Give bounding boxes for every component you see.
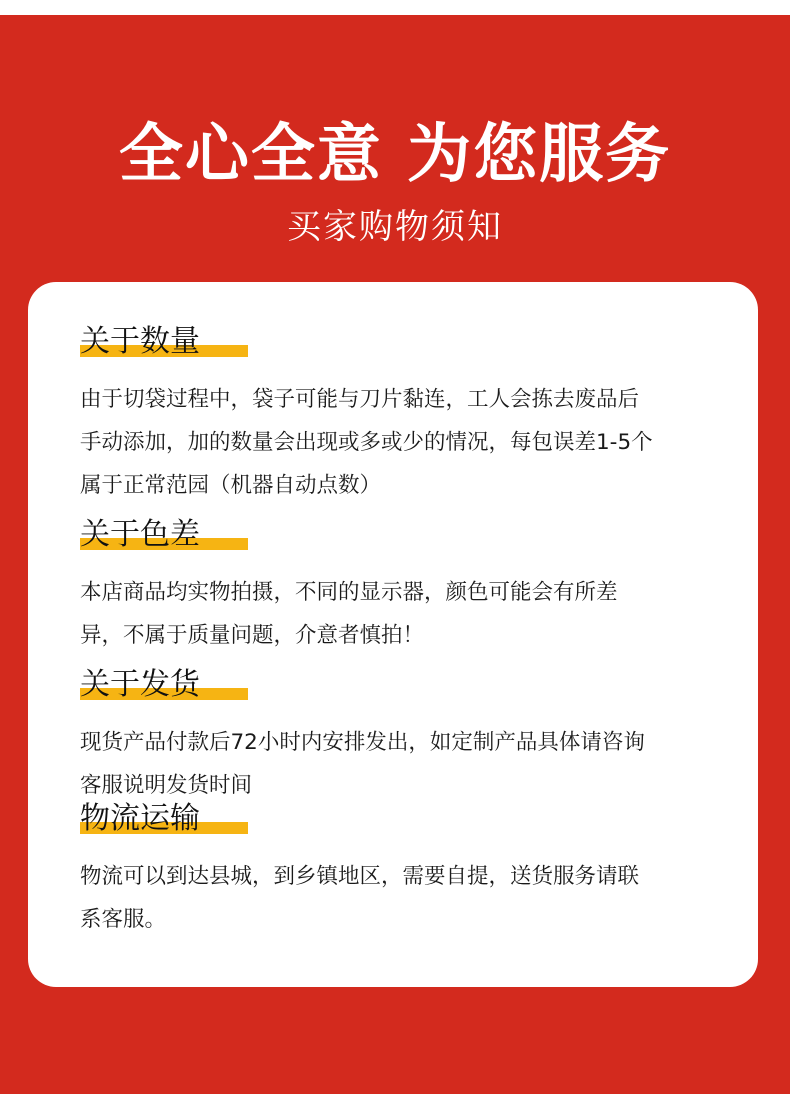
page-subtitle: 买家购物须知 <box>287 207 503 247</box>
section-body <box>80 721 730 807</box>
section-body <box>80 855 730 941</box>
poster-background <box>0 15 790 1094</box>
body-line: 客服说明发货时间 <box>80 773 253 798</box>
section-title <box>80 322 250 366</box>
body-line: 手动添加，加的数量会出现或多或少的情况，每包误差1-5个 <box>80 430 653 455</box>
body-line: 异，不属于质量问题，介意者慎拍！ <box>80 623 425 648</box>
section-color-difference <box>80 515 730 657</box>
body-line: 现货产品付款后72小时内安排发出，如定制产品具体请咨询 <box>80 730 645 755</box>
section-logistics <box>80 799 730 941</box>
section-title-text: 关于色差 <box>80 517 200 552</box>
section-quantity <box>80 322 730 507</box>
section-body <box>80 378 730 507</box>
body-line: 系客服。 <box>80 907 167 932</box>
body-line: 本店商品均实物拍摄，不同的显示器，颜色可能会有所差 <box>80 580 618 605</box>
body-line: 物流可以到达县城，到乡镇地区，需要自提，送货服务请联 <box>80 864 640 889</box>
section-title <box>80 799 250 843</box>
section-title <box>80 665 250 709</box>
section-title-text: 关于发货 <box>80 667 200 702</box>
section-body <box>80 571 730 657</box>
page-title: 全心全意 为您服务 <box>118 118 672 192</box>
section-title-text: 关于数量 <box>80 324 200 359</box>
body-line: 由于切袋过程中，袋子可能与刀片黏连，工人会拣去废品后 <box>80 387 640 412</box>
notice-card <box>28 282 758 987</box>
body-line: 属于正常范园（机器自动点数） <box>80 473 382 498</box>
section-shipping <box>80 665 730 807</box>
section-title-text: 物流运输 <box>80 801 200 836</box>
section-title <box>80 515 250 559</box>
